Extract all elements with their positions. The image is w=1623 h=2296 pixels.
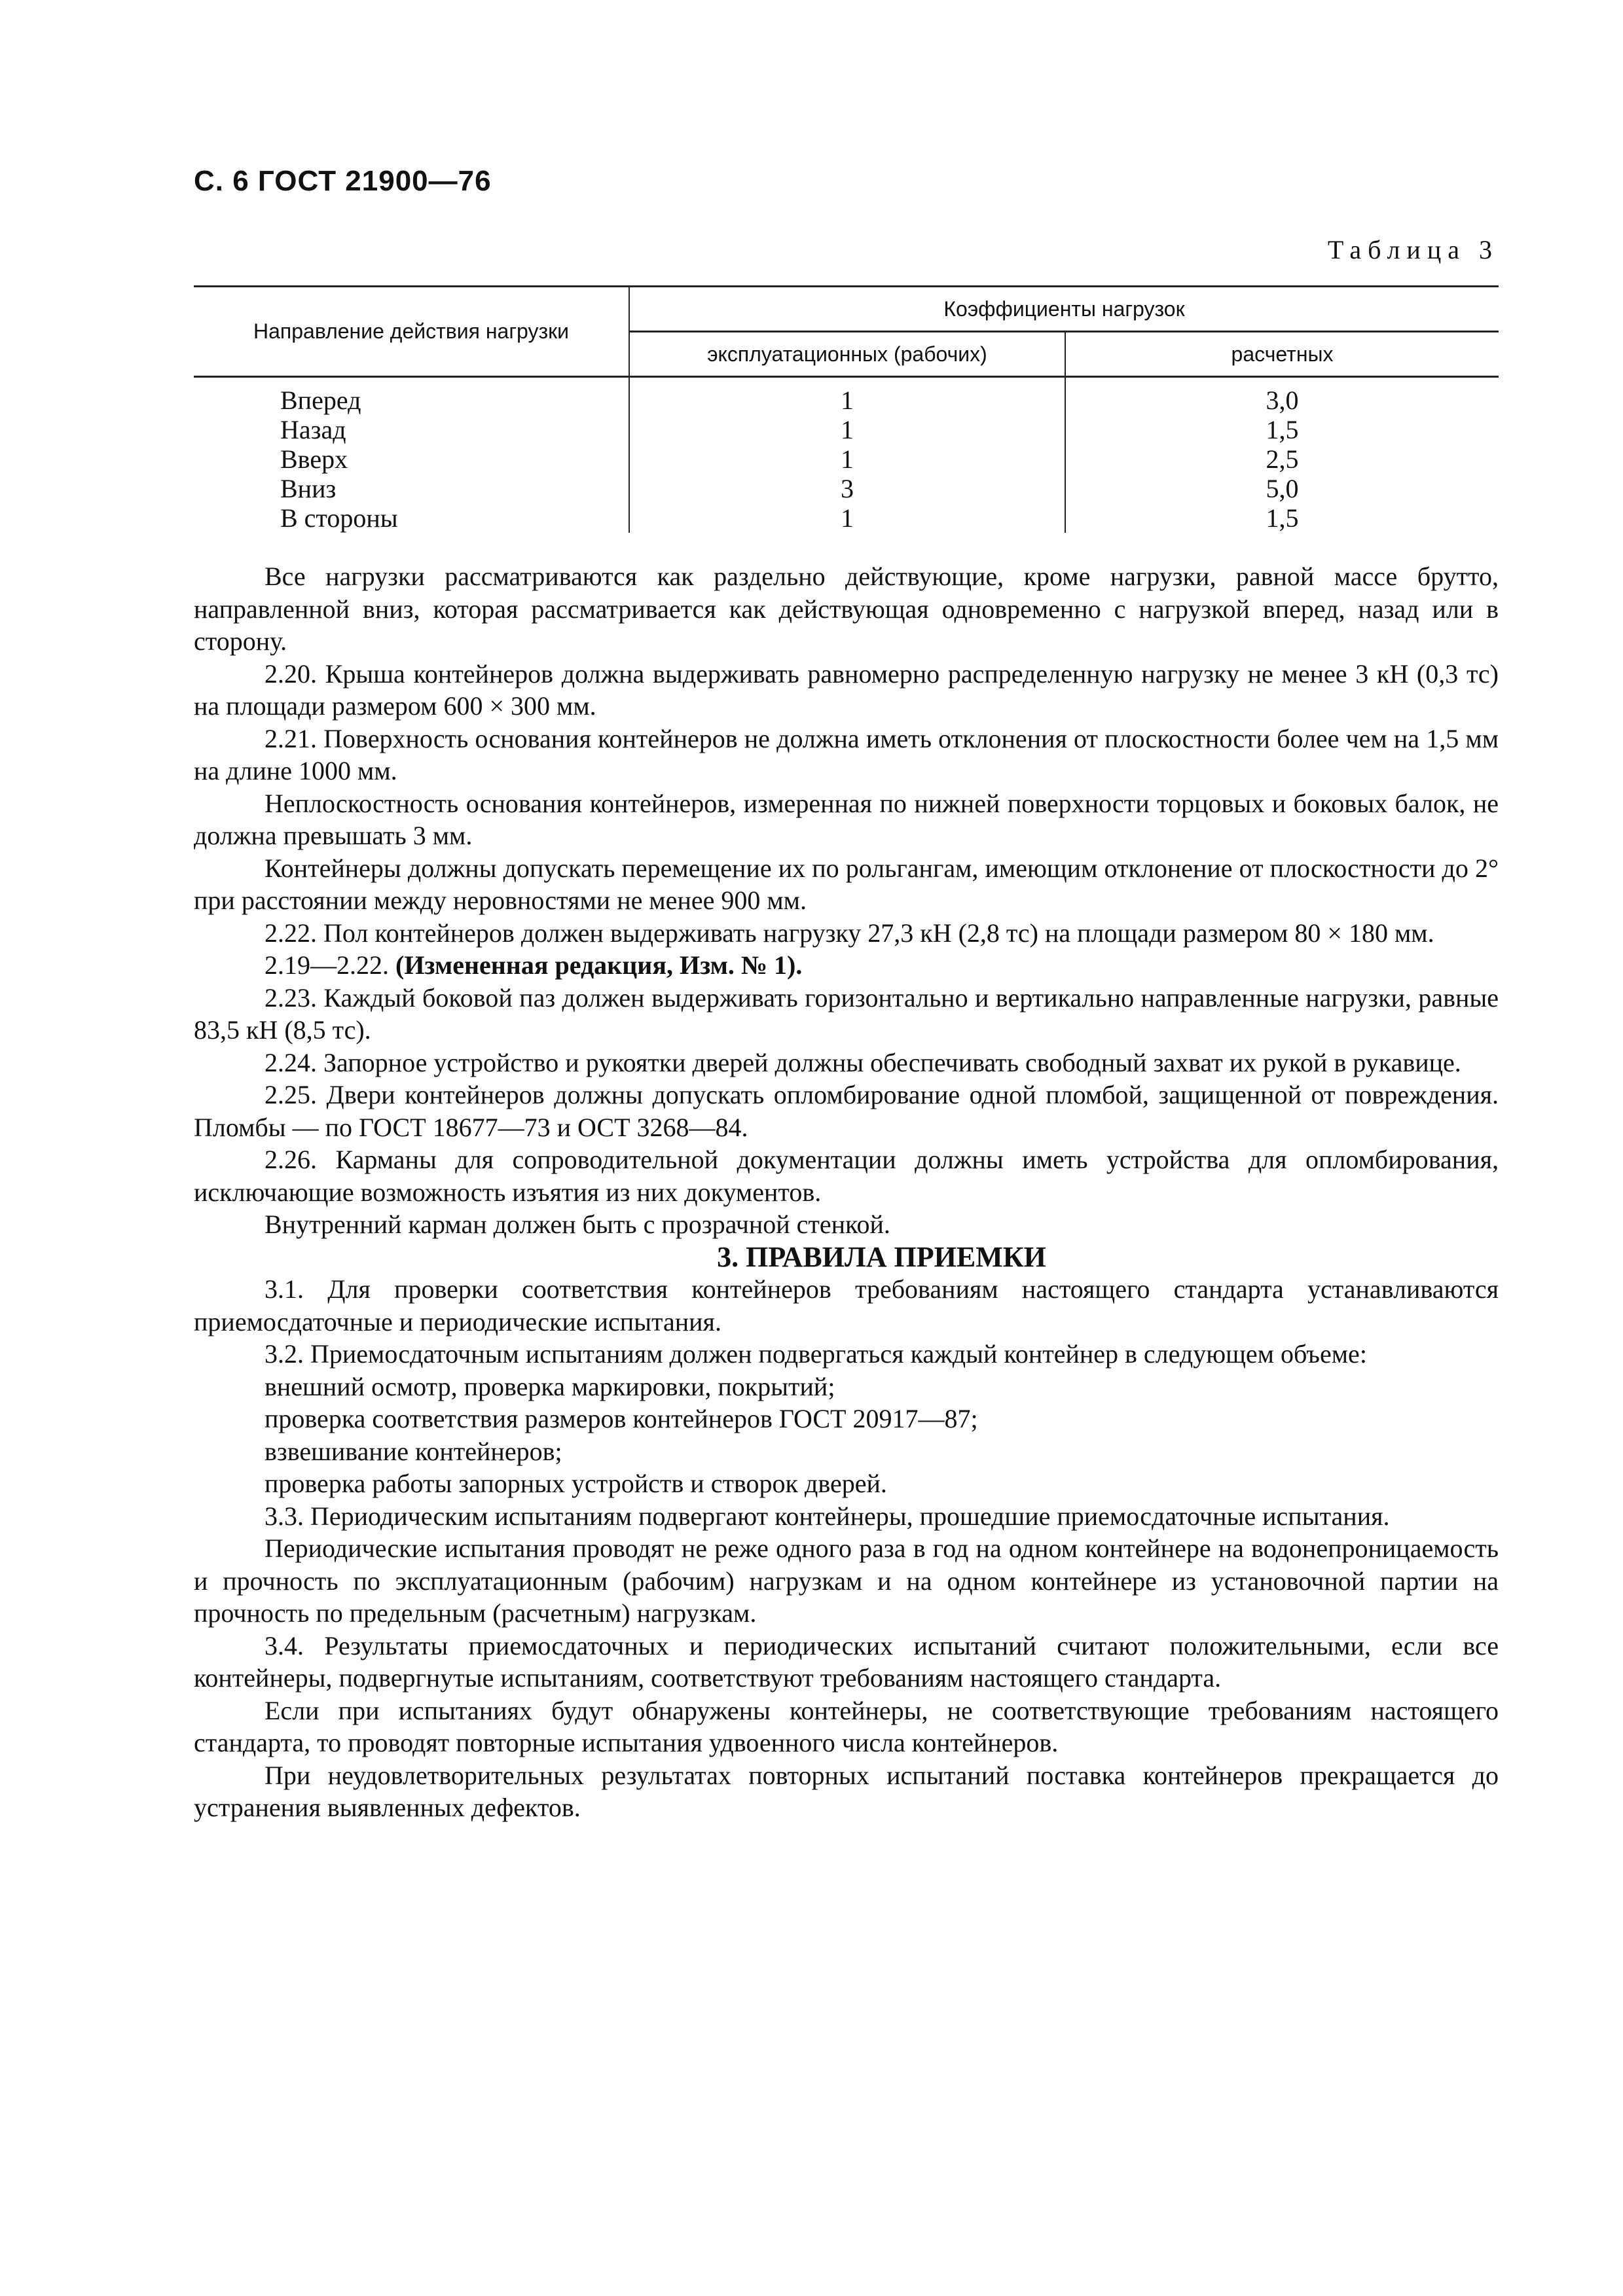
paragraph: 2.22. Пол контейнеров должен выдерживать нагрузку 27,3 кН (2,8 тс) на площади размером 80 × 180 мм. [264, 918, 1434, 948]
amendment-label: (Измененная редакция, Изм. № 1). [395, 950, 803, 980]
paragraph: 2.26. Карманы для сопроводительной документации должны иметь устройства для опломбирования, исключающие возможность изъятия из них документов. [194, 1145, 1499, 1207]
list-item: внешний осмотр, проверка маркировки, покрытий; [264, 1371, 835, 1401]
amendment-range: 2.19—2.22. [264, 950, 395, 980]
paragraph: 2.20. Крыша контейнеров должна выдерживать равномерно распределенную нагрузку не менее 3 кН (0,3 тс) на площади размером 600 × 300 мм. [194, 658, 1499, 721]
body-text [194, 560, 1499, 1824]
cell-calculated: 1,5 [1065, 415, 1499, 444]
header-calculated: расчетных [1065, 332, 1499, 377]
list-item: проверка работы запорных устройств и створок дверей. [264, 1469, 887, 1498]
cell-calculated: 1,5 [1065, 503, 1499, 533]
paragraph: Все нагрузки рассматриваются как раздельно действующие, кроме нагрузки, равной массе брутто, направленной вниз, которая рассматривается как действующая одновременно с нагрузкой вперед, назад или в сторону. [194, 562, 1499, 656]
paragraph: Периодические испытания проводят не реже одного раза в год на одном контейнере на водонепроницаемость и прочность по эксплуатационным (рабочим) нагрузкам и на одном контейнере из установочной партии на прочность по предельным (расчетным) нагрузкам. [194, 1534, 1499, 1628]
cell-direction: Вниз [280, 474, 337, 503]
cell-direction: Вперед [280, 386, 361, 415]
cell-direction: В стороны [280, 503, 398, 533]
paragraph: 2.21. Поверхность основания контейнеров не должна иметь отклонения от плоскостности более чем на 1,5 мм на длине 1000 мм. [194, 723, 1499, 785]
paragraph: 3.3. Периодическим испытаниям подвергают контейнеры, прошедшие приемосдаточные испытания. [264, 1501, 1390, 1531]
paragraph: Контейнеры должны допускать перемещение их по рольгангам, имеющим отклонение от плоскостности до 2° при расстоянии между неровностями не менее 900 мм. [194, 853, 1499, 915]
paragraph: 2.25. Двери контейнеров должны допускать опломбирование одной пломбой, защищенной от повреждения. Пломбы — по ГОСТ 18677—73 и ОСТ 3268—84. [194, 1080, 1499, 1142]
header-direction: Направление действия нагрузки [194, 287, 629, 377]
cell-calculated: 5,0 [1065, 474, 1499, 503]
table-row [194, 377, 1499, 416]
paragraph: 3.2. Приемосдаточным испытаниям должен подвергаться каждый контейнер в следующем объеме: [264, 1339, 1367, 1369]
page-header: С. 6 ГОСТ 21900—76 [194, 165, 492, 197]
paragraph: Внутренний карман должен быть с прозрачной стенкой. [264, 1210, 890, 1239]
table-row [194, 415, 1499, 444]
table-row [194, 503, 1499, 533]
cell-calculated: 2,5 [1065, 444, 1499, 474]
cell-operational: 1 [629, 444, 1065, 474]
paragraph: 2.24. Запорное устройство и рукоятки дверей должны обеспечивать свободный захват их рукой в рукавице. [264, 1047, 1461, 1077]
cell-direction: Вверх [280, 444, 348, 474]
table-row [194, 474, 1499, 503]
list-item: взвешивание контейнеров; [264, 1436, 562, 1466]
cell-direction: Назад [280, 415, 346, 444]
list-item: проверка соответствия размеров контейнеров ГОСТ 20917—87; [264, 1404, 978, 1433]
cell-calculated: 3,0 [1065, 377, 1499, 416]
table-row [194, 444, 1499, 474]
amendment-note [194, 949, 1499, 982]
cell-operational: 1 [629, 377, 1065, 416]
paragraph: 2.23. Каждый боковой паз должен выдерживать горизонтально и вертикально направленные нагрузки, равные 83,5 кН (8,5 тс). [194, 982, 1499, 1045]
cell-operational: 1 [629, 415, 1065, 444]
paragraph: Неплоскостность основания контейнеров, измеренная по нижней поверхности торцовых и боковых балок, не должна превышать 3 мм. [194, 788, 1499, 850]
section-heading: 3. ПРАВИЛА ПРИЕМКИ [717, 1240, 1046, 1273]
cell-operational: 1 [629, 503, 1065, 533]
cell-operational: 3 [629, 474, 1065, 503]
load-coefficients-table [194, 285, 1499, 533]
paragraph: 3.4. Результаты приемосдаточных и периодических испытаний считают положительными, если все контейнеры, подвергнутые испытаниям, соответствуют требованиям настоящего стандарта. [194, 1630, 1499, 1693]
header-operational: эксплуатационных (рабочих) [629, 332, 1065, 377]
table-caption: Таблица 3 [1327, 235, 1499, 264]
paragraph: Если при испытаниях будут обнаружены контейнеры, не соответствующие требованиям настоящего стандарта, то проводят повторные испытания удвоенного числа контейнеров. [194, 1695, 1499, 1757]
paragraph: При неудовлетворительных результатах повторных испытаний поставка контейнеров прекращается до устранения выявленных дефектов. [194, 1760, 1499, 1822]
paragraph: 3.1. Для проверки соответствия контейнеров требованиям настоящего стандарта устанавливаются приемосдаточные и периодические испытания. [194, 1274, 1499, 1336]
header-coefficients: Коэффициенты нагрузок [629, 287, 1499, 332]
